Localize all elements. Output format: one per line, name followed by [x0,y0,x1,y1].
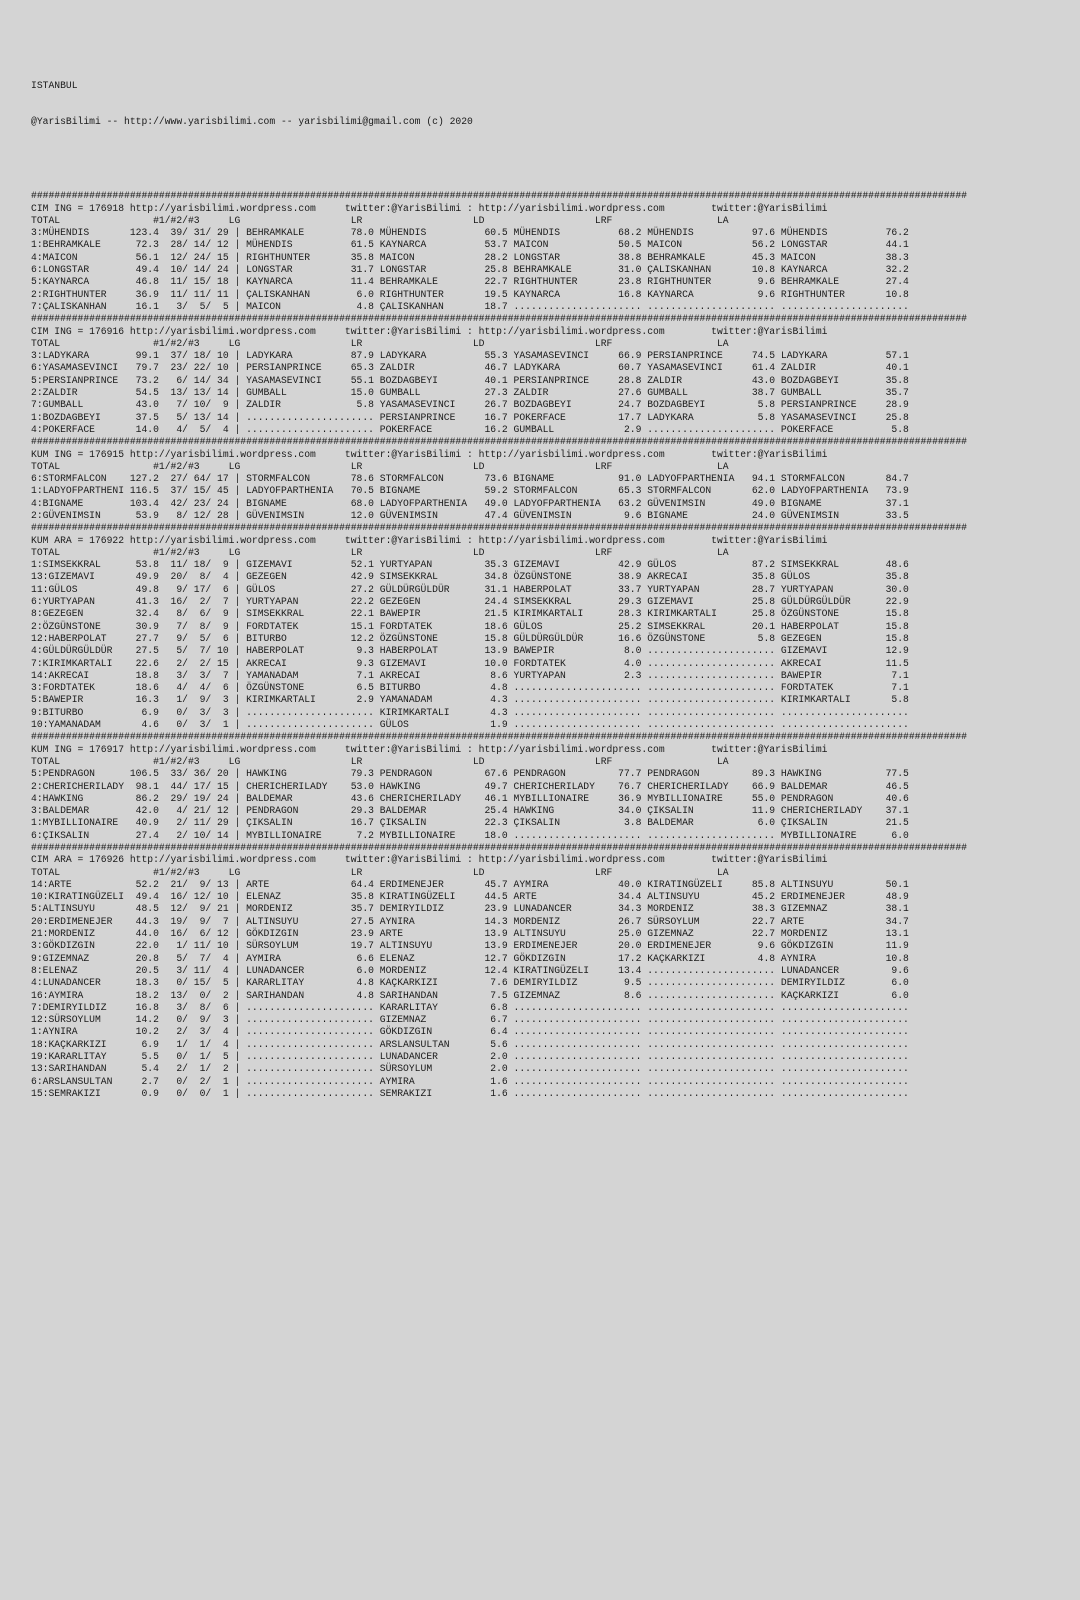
table-row: 4:LUNADANCER 18.3 0/ 15/ 5 | KARARLITAY 4.8 KAÇKARKIZI 7.6 DEMIRYILDIZ 9.5 ...................... DEMIRYILDIZ 6.0 [31,977,909,989]
table-row: 3:LADYKARA 99.1 37/ 18/ 10 | LADYKARA 87.9 LADYKARA 55.3 YASAMASEVINCI 66.9 PERSIANPRINCE 74.5 LADYKARA 57.1 [31,350,909,362]
table-row: 1:AYNIRA 10.2 2/ 3/ 4 | ...................... GÖKDIZGIN 6.4 ...................... ...................... ...................... [31,1026,909,1038]
race-title: KUM ING = 176915 http://yarisbilimi.wordpress.com twitter:@YarisBilimi : http://yarisbilimi.wordpress.com twitter:@YarisBilimi [31,448,828,460]
race-block [31,190,967,313]
table-row: 2:GÜVENIMSIN 53.9 8/ 12/ 28 | GÜVENIMSIN 12.0 GÜVENIMSIN 47.4 GÜVENIMSIN 9.6 BIGNAME 24.0 GÜVENIMSIN 33.5 [31,509,909,521]
table-row: 2:ZALDIR 54.5 13/ 13/ 14 | GUMBALL 15.0 GUMBALL 27.3 ZALDIR 27.6 GUMBALL 38.7 GUMBALL 35.7 [31,387,909,399]
race-title: KUM ING = 176917 http://yarisbilimi.wordpress.com twitter:@YarisBilimi : http://yarisbilimi.wordpress.com twitter:@YarisBilimi [31,743,828,755]
table-row: 6:YASAMASEVINCI 79.7 23/ 22/ 10 | PERSIANPRINCE 65.3 ZALDIR 46.7 LADYKARA 60.7 YASAMASEVINCI 61.4 ZALDIR 40.1 [31,362,909,374]
table-row: 14:ARTE 52.2 21/ 9/ 13 | ARTE 64.4 ERDIMENEJER 45.7 AYMIRA 40.0 KIRATINGÜZELI 85.8 ALTINSUYU 50.1 [31,878,909,890]
column-header: TOTAL #1/#2/#3 LG LR LD LRF LA [31,214,729,226]
table-row: 21:MORDENIZ 44.0 16/ 6/ 12 | GÖKDIZGIN 23.9 ARTE 13.9 ALTINSUYU 25.0 GIZEMNAZ 22.7 MORDENIZ 13.1 [31,928,909,940]
race-report-document [31,55,967,1113]
table-row: 4:BIGNAME 103.4 42/ 23/ 24 | BIGNAME 68.0 LADYOFPARTHENIA 49.0 LADYOFPARTHENIA 63.2 GÜVENIMSIN 49.0 BIGNAME 37.1 [31,497,909,509]
table-row: 1:BEHRAMKALE 72.3 28/ 14/ 12 | MÜHENDIS 61.5 KAYNARCA 53.7 MAICON 50.5 MAICON 56.2 LONGSTAR 44.1 [31,239,909,251]
table-row: 13:SARIHANDAN 5.4 2/ 1/ 2 | ...................... SÜRSOYLUM 2.0 ...................... ...................... ...................... [31,1063,909,1075]
column-header: TOTAL #1/#2/#3 LG LR LD LRF LA [31,866,729,878]
table-row: 12:SÜRSOYLUM 14.2 0/ 9/ 3 | ...................... GIZEMNAZ 6.7 ...................... ...................... ...................... [31,1014,909,1026]
column-header: TOTAL #1/#2/#3 LG LR LD LRF LA [31,546,729,558]
race-title: CIM ARA = 176926 http://yarisbilimi.wordpress.com twitter:@YarisBilimi : http://yarisbilimi.wordpress.com twitter:@YarisBilimi [31,854,828,866]
table-row: 3:FORDTATEK 18.6 4/ 4/ 6 | ÖZGÜNSTONE 6.5 BITURBO 4.8 ...................... ...................... FORDTATEK 7.1 [31,682,909,694]
table-row: 2:ÖZGÜNSTONE 30.9 7/ 8/ 9 | FORDTATEK 15.1 FORDTATEK 18.6 GÜLOS 25.2 SIMSEKKRAL 20.1 HABERPOLAT 15.8 [31,620,909,632]
column-header: TOTAL #1/#2/#3 LG LR LD LRF LA [31,755,729,767]
race-title: CIM ING = 176918 http://yarisbilimi.wordpress.com twitter:@YarisBilimi : http://yarisbilimi.wordpress.com twitter:@YarisBilimi [31,202,828,214]
table-row: 3:MÜHENDIS 123.4 39/ 31/ 29 | BEHRAMKALE 78.0 MÜHENDIS 60.5 MÜHENDIS 68.2 MÜHENDIS 97.6 MÜHENDIS 76.2 [31,227,909,239]
table-row: 8:ELENAZ 20.5 3/ 11/ 4 | LUNADANCER 6.0 MORDENIZ 12.4 KIRATINGÜZELI 13.4 ...................... LUNADANCER 9.6 [31,964,909,976]
table-row: 9:BITURBO 6.9 0/ 3/ 3 | ...................... KIRIMKARTALI 4.3 ...................... ...................... ...................... [31,706,909,718]
city-title: ISTANBUL [31,79,78,91]
table-row: 6:ÇIKSALIN 27.4 2/ 10/ 14 | MYBILLIONAIRE 7.2 MYBILLIONAIRE 18.0 ...................... ...................... MYBILLIONAIRE 6.0 [31,829,909,841]
table-row: 18:KAÇKARKIZI 6.9 1/ 1/ 4 | ...................... ARSLANSULTAN 5.6 ...................... ...................... ...................... [31,1038,909,1050]
table-row: 4:POKERFACE 14.0 4/ 5/ 4 | ...................... POKERFACE 16.2 GUMBALL 2.9 ...................... POKERFACE 5.8 [31,423,909,435]
separator-line: ################################################################################################################################################################# [31,190,967,202]
table-row: 6:ARSLANSULTAN 2.7 0/ 2/ 1 | ...................... AYMIRA 1.6 ...................... ...................... ...................... [31,1075,909,1087]
table-row: 7:DEMIRYILDIZ 16.8 3/ 8/ 6 | ...................... KARARLITAY 6.8 ...................... ...................... ...................... [31,1001,909,1013]
race-title: KUM ARA = 176922 http://yarisbilimi.wordpress.com twitter:@YarisBilimi : http://yarisbilimi.wordpress.com twitter:@YarisBilimi [31,534,828,546]
spacer [31,153,967,165]
table-row: 6:YURTYAPAN 41.3 16/ 2/ 7 | YURTYAPAN 22.2 GEZEGEN 24.4 SIMSEKKRAL 29.3 GIZEMAVI 25.8 GÜLDÜRGÜLDÜR 22.9 [31,596,909,608]
table-row: 3:BALDEMAR 42.0 4/ 21/ 12 | PENDRAGON 29.3 BALDEMAR 25.4 HAWKING 34.0 ÇIKSALIN 11.9 CHERICHERILADY 37.1 [31,805,909,817]
table-row: 1:LADYOFPARTHENI 116.5 37/ 15/ 45 | LADYOFPARTHENIA 70.5 BIGNAME 59.2 STORMFALCON 65.3 STORMFALCON 62.0 LADYOFPARTHENIA 73.9 [31,485,909,497]
table-row: 5:ALTINSUYU 48.5 12/ 9/ 21 | MORDENIZ 35.7 DEMIRYILDIZ 23.9 LUNADANCER 34.3 MORDENIZ 38.3 GIZEMNAZ 38.1 [31,903,909,915]
race-title: CIM ING = 176916 http://yarisbilimi.wordpress.com twitter:@YarisBilimi : http://yarisbilimi.wordpress.com twitter:@YarisBilimi [31,325,828,337]
table-row: 14:AKRECAI 18.8 3/ 3/ 7 | YAMANADAM 7.1 AKRECAI 8.6 YURTYAPAN 2.3 ...................... BAWEPIR 7.1 [31,669,909,681]
separator-line: ################################################################################################################################################################# [31,842,967,853]
table-row: 10:YAMANADAM 4.6 0/ 3/ 1 | ...................... GÜLOS 1.9 ...................... ...................... ...................... [31,719,909,731]
table-row: 16:AYMIRA 18.2 13/ 0/ 2 | SARIHANDAN 4.8 SARIHANDAN 7.5 GIZEMNAZ 8.6 ...................... KAÇKARKIZI 6.0 [31,989,909,1001]
race-block [31,436,967,522]
credit-line: @YarisBilimi -- http://www.yarisbilimi.com -- yarisbilimi@gmail.com (c) 2020 [31,116,473,128]
table-row: 3:GÖKDIZGIN 22.0 1/ 11/ 10 | SÜRSOYLUM 19.7 ALTINSUYU 13.9 ERDIMENEJER 20.0 ERDIMENEJER 9.6 GÖKDIZGIN 11.9 [31,940,909,952]
table-row: 7:ÇALISKANHAN 16.1 3/ 5/ 5 | MAICON 4.8 ÇALISKANHAN 18.7 ...................... ...................... ...................... [31,300,909,312]
table-row: 4:MAICON 56.1 12/ 24/ 15 | RIGHTHUNTER 35.8 MAICON 28.2 LONGSTAR 38.8 BEHRAMKALE 45.3 MAICON 38.3 [31,251,909,263]
table-row: 1:BOZDAGBEYI 37.5 5/ 13/ 14 | ...................... PERSIANPRINCE 16.7 POKERFACE 17.7 LADYKARA 5.8 YASAMASEVINCI 25.8 [31,411,909,423]
separator-line: ################################################################################################################################################################# [31,313,967,325]
race-block [31,522,967,731]
table-row: 2:RIGHTHUNTER 36.9 11/ 11/ 11 | ÇALISKANHAN 6.0 RIGHTHUNTER 19.5 KAYNARCA 16.8 KAYNARCA 9.6 RIGHTHUNTER 10.8 [31,288,909,300]
table-row: 4:HAWKING 86.2 29/ 19/ 24 | BALDEMAR 43.6 CHERICHERILADY 46.1 MYBILLIONAIRE 36.9 MYBILLIONAIRE 55.0 PENDRAGON 40.6 [31,792,909,804]
table-row: 9:GIZEMNAZ 20.8 5/ 7/ 4 | AYMIRA 6.6 ELENAZ 12.7 GÖKDIZGIN 17.2 KAÇKARKIZI 4.8 AYNIRA 10.8 [31,952,909,964]
table-row: 12:HABERPOLAT 27.7 9/ 5/ 6 | BITURBO 12.2 ÖZGÜNSTONE 15.8 GÜLDÜRGÜLDÜR 16.6 ÖZGÜNSTONE 5.8 GEZEGEN 15.8 [31,632,909,644]
table-row: 1:SIMSEKKRAL 53.8 11/ 18/ 9 | GIZEMAVI 52.1 YURTYAPAN 35.3 GIZEMAVI 42.9 GÜLOS 87.2 SIMSEKKRAL 48.6 [31,559,909,571]
table-row: 10:KIRATINGÜZELI 49.4 16/ 12/ 10 | ELENAZ 35.8 KIRATINGÜZELI 44.5 ARTE 34.4 ALTINSUYU 45.2 ERDIMENEJER 48.9 [31,891,909,903]
table-row: 19:KARARLITAY 5.5 0/ 1/ 5 | ...................... LUNADANCER 2.0 ...................... ...................... ...................... [31,1051,909,1063]
column-header: TOTAL #1/#2/#3 LG LR LD LRF LA [31,460,729,472]
table-row: 5:BAWEPIR 16.3 1/ 9/ 3 | KIRIMKARTALI 2.9 YAMANADAM 4.3 ...................... ...................... KIRIMKARTALI 5.8 [31,694,909,706]
table-row: 5:PERSIANPRINCE 73.2 6/ 14/ 34 | YASAMASEVINCI 55.1 BOZDAGBEYI 40.1 PERSIANPRINCE 28.8 ZALDIR 43.0 BOZDAGBEYI 35.8 [31,374,909,386]
table-row: 1:MYBILLIONAIRE 40.9 2/ 11/ 29 | ÇIKSALIN 16.7 ÇIKSALIN 22.3 ÇIKSALIN 3.8 BALDEMAR 6.0 ÇIKSALIN 21.5 [31,817,909,829]
table-row: 5:KAYNARCA 46.8 11/ 15/ 18 | KAYNARCA 11.4 BEHRAMKALE 22.7 RIGHTHUNTER 23.8 RIGHTHUNTER 9.6 BEHRAMKALE 27.4 [31,276,909,288]
table-row: 4:GÜLDÜRGÜLDÜR 27.5 5/ 7/ 10 | HABERPOLAT 9.3 HABERPOLAT 13.9 BAWEPIR 8.0 ...................... GIZEMAVI 12.9 [31,645,909,657]
separator-line: ################################################################################################################################################################# [31,522,967,534]
races-container [31,190,967,1100]
table-row: 7:GUMBALL 43.0 7/ 10/ 9 | ZALDIR 5.8 YASAMASEVINCI 26.7 BOZDAGBEYI 24.7 BOZDAGBEYI 5.8 PERSIANPRINCE 28.9 [31,399,909,411]
table-row: 6:LONGSTAR 49.4 10/ 14/ 24 | LONGSTAR 31.7 LONGSTAR 25.8 BEHRAMKALE 31.0 ÇALISKANHAN 10.8 KAYNARCA 32.2 [31,264,909,276]
table-row: 6:STORMFALCON 127.2 27/ 64/ 17 | STORMFALCON 78.6 STORMFALCON 73.6 BIGNAME 91.0 LADYOFPARTHENIA 94.1 STORMFALCON 84.7 [31,473,909,485]
table-row: 11:GÜLOS 49.8 9/ 17/ 6 | GÜLOS 27.2 GÜLDÜRGÜLDÜR 31.1 HABERPOLAT 33.7 YURTYAPAN 28.7 YURTYAPAN 30.0 [31,583,909,595]
separator-line: ################################################################################################################################################################# [31,436,967,448]
table-row: 5:PENDRAGON 106.5 33/ 36/ 20 | HAWKING 79.3 PENDRAGON 67.6 PENDRAGON 77.7 PENDRAGON 89.3 HAWKING 77.5 [31,768,909,780]
table-row: 15:SEMRAKIZI 0.9 0/ 0/ 1 | ...................... SEMRAKIZI 1.6 ...................... ...................... ...................... [31,1087,909,1099]
separator-line: ################################################################################################################################################################# [31,731,967,743]
race-block [31,313,967,436]
column-header: TOTAL #1/#2/#3 LG LR LD LRF LA [31,337,729,349]
table-row: 2:CHERICHERILADY 98.1 44/ 17/ 15 | CHERICHERILADY 53.0 HAWKING 49.7 CHERICHERILADY 76.7 CHERICHERILADY 66.9 BALDEMAR 46.5 [31,780,909,792]
table-row: 13:GIZEMAVI 49.9 20/ 8/ 4 | GEZEGEN 42.9 SIMSEKKRAL 34.8 ÖZGÜNSTONE 38.9 AKRECAI 35.8 GÜLOS 35.8 [31,571,909,583]
race-block [31,842,967,1100]
table-row: 7:KIRIMKARTALI 22.6 2/ 2/ 15 | AKRECAI 9.3 GIZEMAVI 10.0 FORDTATEK 4.0 ...................... AKRECAI 11.5 [31,657,909,669]
table-row: 8:GEZEGEN 32.4 8/ 6/ 9 | SIMSEKKRAL 22.1 BAWEPIR 21.5 KIRIMKARTALI 28.3 KIRIMKARTALI 25.8 ÖZGÜNSTONE 15.8 [31,608,909,620]
table-row: 20:ERDIMENEJER 44.3 19/ 9/ 7 | ALTINSUYU 27.5 AYNIRA 14.3 MORDENIZ 26.7 SÜRSOYLUM 22.7 ARTE 34.7 [31,915,909,927]
race-block [31,731,967,842]
